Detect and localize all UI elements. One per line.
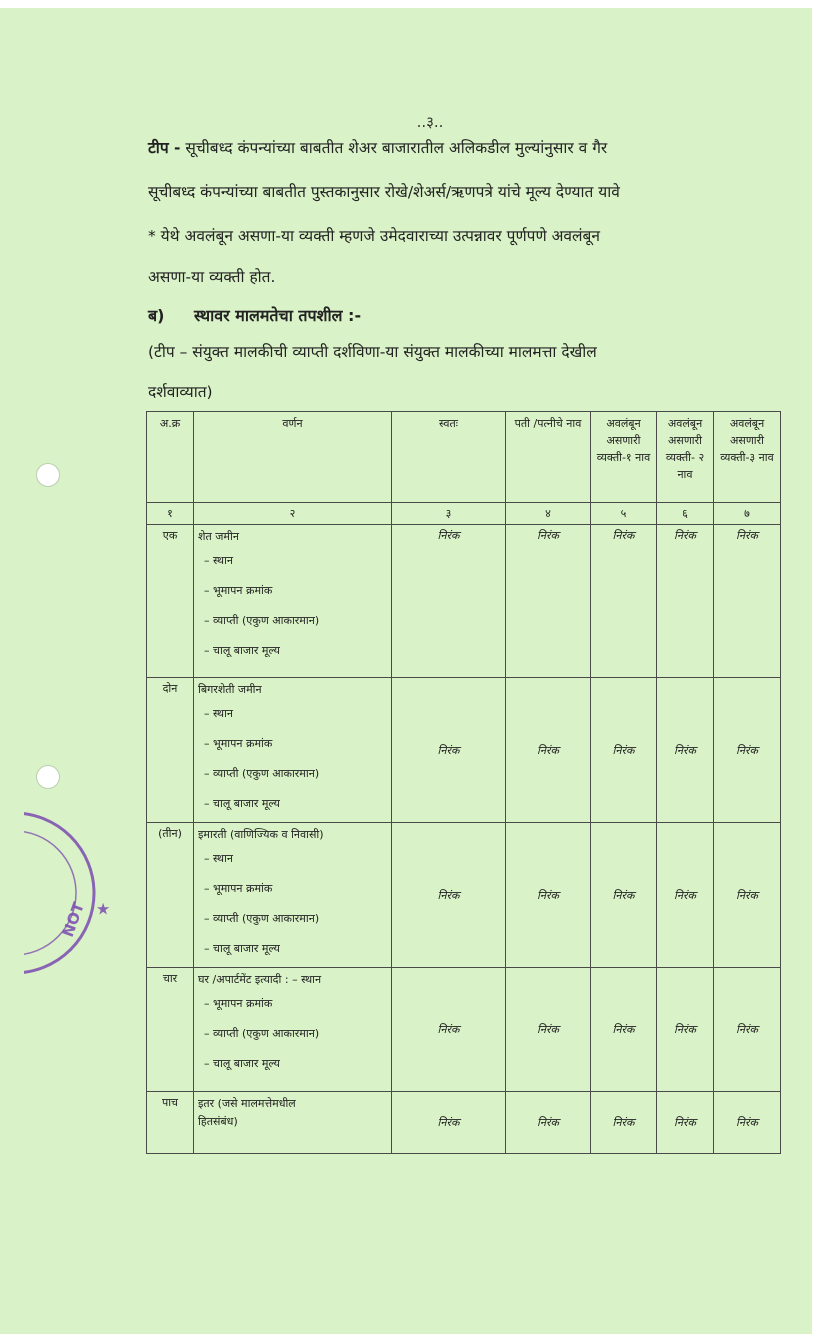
note-label: टीप - — [148, 139, 181, 157]
note-line-2: सूचीबध्द कंपन्यांच्या बाबतीत पुस्तकानुसार रोखे/शेअर्स/ऋणपत्रे यांचे मूल्य देण्यात यावे — [148, 183, 620, 201]
row-number: एक — [147, 525, 194, 678]
handwritten-nil: निरंक — [506, 823, 591, 968]
handwritten-nil: निरंक — [591, 968, 657, 1092]
handwritten-nil: निरंक — [591, 823, 657, 968]
handwritten-nil: निरंक — [657, 525, 714, 678]
header-cell: स्वतः — [392, 412, 506, 503]
page-number: ..३.. — [416, 113, 444, 131]
handwritten-nil: निरंक — [392, 823, 506, 968]
handwritten-nil: निरंक — [506, 678, 591, 823]
handwritten-nil: निरंक — [657, 968, 714, 1092]
handwritten-nil: निरंक — [392, 678, 506, 823]
handwritten-nil: निरंक — [392, 1092, 506, 1154]
header-cell: अवलंबून असणारी व्यक्ती-३ नाव — [714, 412, 781, 503]
table-row — [147, 823, 781, 968]
header-cell: पती /पत्नीचे नाव — [506, 412, 591, 503]
row-description: इतर (जसे मालमत्तेमधील हितसंबंध) — [194, 1092, 392, 1154]
handwritten-nil: निरंक — [591, 1092, 657, 1154]
header-cell: अवलंबून असणारी व्यक्ती-१ नाव — [591, 412, 657, 503]
header-cell: वर्णन — [194, 412, 392, 503]
column-number: ७ — [714, 503, 781, 525]
document-page — [0, 8, 812, 1334]
section-b-note-1: (टीप – संयुक्त मालकीची व्याप्ती दर्शविणा-या संयुक्त मालकीच्या मालमत्ता देखील — [148, 343, 597, 361]
row-number: पाच — [147, 1092, 194, 1154]
column-number: २ — [194, 503, 392, 525]
table-row — [147, 1092, 781, 1154]
table-row — [147, 968, 781, 1092]
handwritten-nil: निरंक — [506, 525, 591, 678]
handwritten-nil: निरंक — [506, 968, 591, 1092]
handwritten-nil: निरंक — [714, 823, 781, 968]
handwritten-nil: निरंक — [714, 968, 781, 1092]
note-line-3: * येथे अवलंबून असणा-या व्यक्ती म्हणजे उमेदवाराच्या उत्पन्नावर पूर्णपणे अवलंबून — [148, 227, 601, 245]
notary-stamp — [24, 808, 144, 978]
property-table — [146, 411, 781, 1154]
handwritten-nil: निरंक — [657, 823, 714, 968]
header-cell: अ.क्र — [147, 412, 194, 503]
handwritten-nil: निरंक — [392, 525, 506, 678]
column-number: ५ — [591, 503, 657, 525]
handwritten-nil: निरंक — [714, 1092, 781, 1154]
row-number: (तीन) — [147, 823, 194, 968]
handwritten-nil: निरंक — [506, 1092, 591, 1154]
table-row — [147, 678, 781, 823]
section-b-title: स्थावर मालमतेचा तपशील :- — [194, 306, 362, 325]
note-line-1: टीप - सूचीबध्द कंपन्यांच्या बाबतीत शेअर बाजारातील अलिकडील मुल्यांनुसार व गैर — [148, 139, 608, 157]
column-number: ४ — [506, 503, 591, 525]
handwritten-nil: निरंक — [657, 678, 714, 823]
svg-text:★: ★ — [92, 899, 115, 919]
table-row — [147, 525, 781, 678]
handwritten-nil: निरंक — [591, 678, 657, 823]
section-b-heading — [148, 304, 361, 326]
handwritten-nil: निरंक — [591, 525, 657, 678]
punch-hole — [36, 463, 60, 487]
row-description: शेत जमीन – स्थान – भूमापन क्रमांक – व्याप्ती (एकुण आकारमान) – चालू बाजार मूल्य — [194, 525, 392, 678]
row-number: दोन — [147, 678, 194, 823]
section-b-label: ब) — [148, 306, 165, 325]
header-cell: अवलंबून असणारी व्यक्ती- २ नाव — [657, 412, 714, 503]
handwritten-nil: निरंक — [392, 968, 506, 1092]
row-description: घर /अपार्टमेंट इत्यादी : – स्थान – भूमापन क्रमांक – व्याप्ती (एकुण आकारमान) – चालू बाजार मूल्य — [194, 968, 392, 1092]
section-b-note-2: दर्शवाव्यात) — [148, 383, 213, 401]
handwritten-nil: निरंक — [657, 1092, 714, 1154]
handwritten-nil: निरंक — [714, 525, 781, 678]
handwritten-nil: निरंक — [714, 678, 781, 823]
row-description: इमारती (वाणिज्यिक व निवासी) – स्थान – भूमापन क्रमांक – व्याप्ती (एकुण आकारमान) – चालू बाजार मूल्य — [194, 823, 392, 968]
column-number: ६ — [657, 503, 714, 525]
table-header-row — [147, 412, 781, 503]
stamp-text: NOT — [58, 899, 88, 940]
punch-hole — [36, 765, 60, 789]
row-description: बिगरशेती जमीन – स्थान – भूमापन क्रमांक – व्याप्ती (एकुण आकारमान) – चालू बाजार मूल्य — [194, 678, 392, 823]
row-number: चार — [147, 968, 194, 1092]
note-line-4: असणा-या व्यक्ती होत. — [148, 268, 276, 286]
column-number-row — [147, 503, 781, 525]
column-number: १ — [147, 503, 194, 525]
column-number: ३ — [392, 503, 506, 525]
